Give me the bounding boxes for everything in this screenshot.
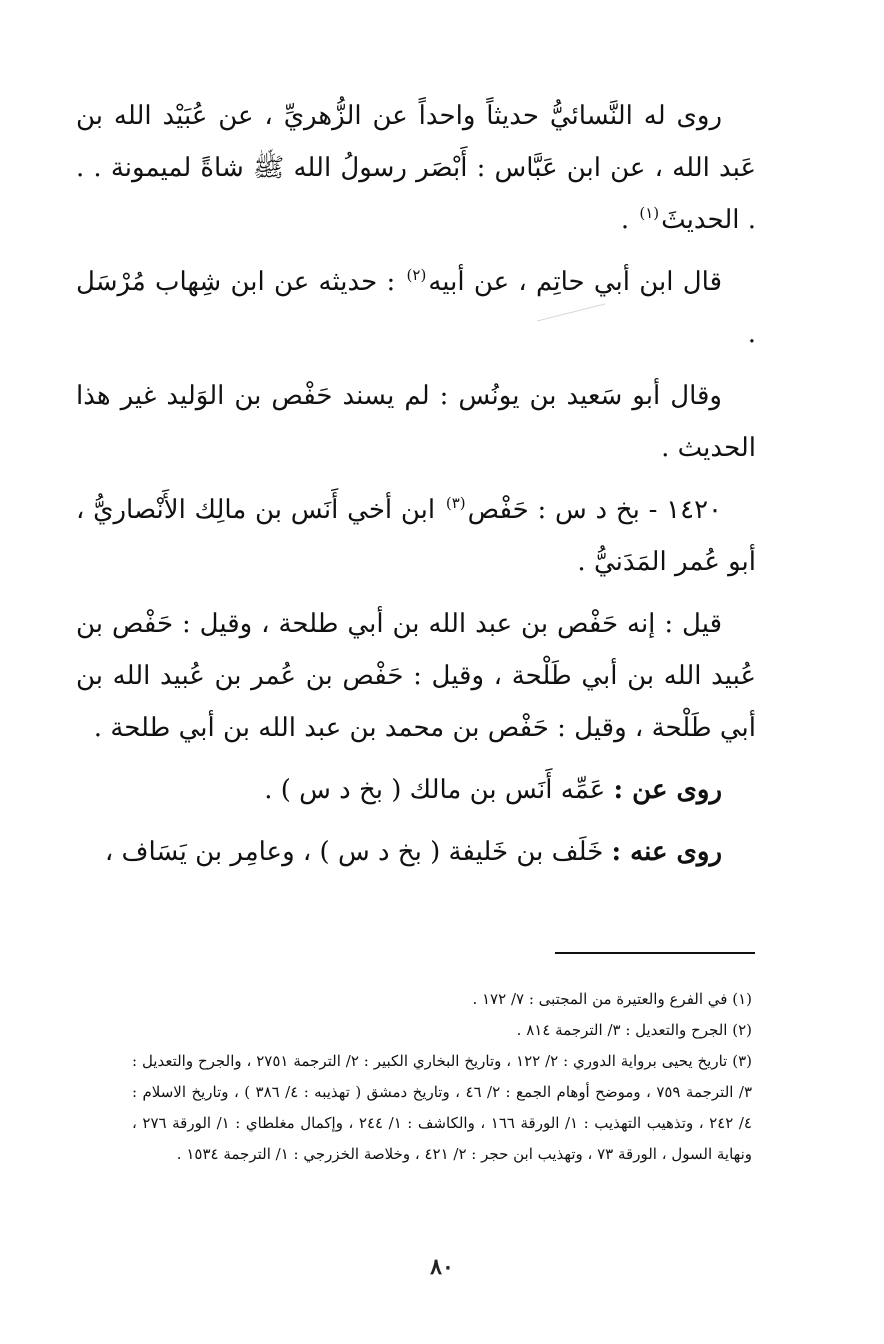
page-number: ٨٠	[430, 1254, 454, 1280]
footnote-marker[interactable]: (١)	[639, 204, 660, 223]
rawa-anhu-text: خَلَف بن خَليفة ( بخ د س ) ، وعامِر بن يَسَاف ،	[104, 837, 612, 867]
paragraph-text: روى له النَّسائيُّ حديثاً واحداً عن الزُّهريِّ ، عن عُبَيْد الله بن عَبد الله ، عن ابن عَبَّاس : أَبْصَر رسولُ الله ﷺ شاةً لميمونة . . . الحديثَ	[76, 101, 756, 235]
footnote-2: (٢) الجرح والتعديل : ٣/ الترجمة ٨١٤ .	[516, 1021, 752, 1039]
footnote-marker[interactable]: (٢)	[406, 266, 427, 285]
footnote-3: (٣) تاريخ يحيى برواية الدوري : ٢/ ١٢٢ ، وتاريخ البخاري الكبير : ٢/ الترجمة ٢٧٥١ ، والجرح والتعديل : ٣/ الترجمة ٧٥٩ ، وموضح أوهام الجمع : ٢/ ٤٦ ، وتاريخ دمشق ( تهذيبه : ٤/ ٣٨٦ ) ، وتاريخ الاسلام : ٤/ ٢٤٢ ، وتذهيب التهذيب : ١/ الورقة ١٦٦ ، والكاشف : ١/ ٢٤٤ ، وإكمال مغلطاي : ١/ الورقة ٢٧٦ ، ونهاية السول ، الورقة ٧٣ ، وتهذيب ابن حجر : ٢/ ٤٢١ ، وخلاصة الخزرجي : ١/ الترجمة ١٥٣٤ .	[132, 1052, 753, 1163]
paragraph-text: وقال أبو سَعيد بن يونُس : لم يسند حَفْص بن الوَليد غير هذا الحديث .	[76, 381, 756, 463]
paragraph-ibn-yunus	[76, 370, 756, 474]
paragraph-nasai-hadith	[76, 90, 756, 246]
entry-heading-1420	[76, 484, 756, 588]
paragraph-rawa-anhu	[76, 826, 756, 878]
footnotes	[132, 984, 752, 1170]
rawa-an-label: روى عن :	[613, 775, 722, 805]
paragraph-text: قيل : إنه حَفْص بن عبد الله بن أبي طلحة ، وقيل : حَفْص بن عُبيد الله بن أبي طَلْحة ، وقيل : حَفْص بن عُمر بن عُبيد الله بن أبي طَلْحة ، وقيل : حَفْص بن محمد بن عبد الله بن أبي طلحة .	[76, 609, 756, 743]
entry-heading-text: ١٤٢٠ - بخ د س : حَفْص	[467, 495, 722, 525]
paragraph-ibn-abi-hatim	[76, 256, 756, 360]
paragraph-tail: .	[620, 205, 638, 235]
footnote-separator	[555, 952, 755, 954]
paragraph-name-variants	[76, 598, 756, 754]
paragraph-tail: : حديثه عن ابن شِهاب مُرْسَل .	[76, 267, 756, 349]
entry-heading-tail: ابن أخي أَنَس بن مالِك الأَنْصاريُّ ، أبو عُمر المَدَنيُّ .	[76, 495, 756, 577]
main-text	[76, 90, 756, 888]
paragraph-text: قال ابن أبي حاتِم ، عن أبيه	[428, 267, 722, 297]
rawa-an-text: عَمِّه أَنَس بن مالك ( بخ د س ) .	[264, 775, 614, 805]
footnote-marker[interactable]: (٣)	[445, 494, 466, 513]
footnote-1: (١) في الفرع والعتيرة من المجتبى : ٧/ ١٧٢ .	[472, 990, 752, 1008]
rawa-anhu-label: روى عنه :	[611, 837, 722, 867]
paragraph-rawa-an	[76, 764, 756, 816]
